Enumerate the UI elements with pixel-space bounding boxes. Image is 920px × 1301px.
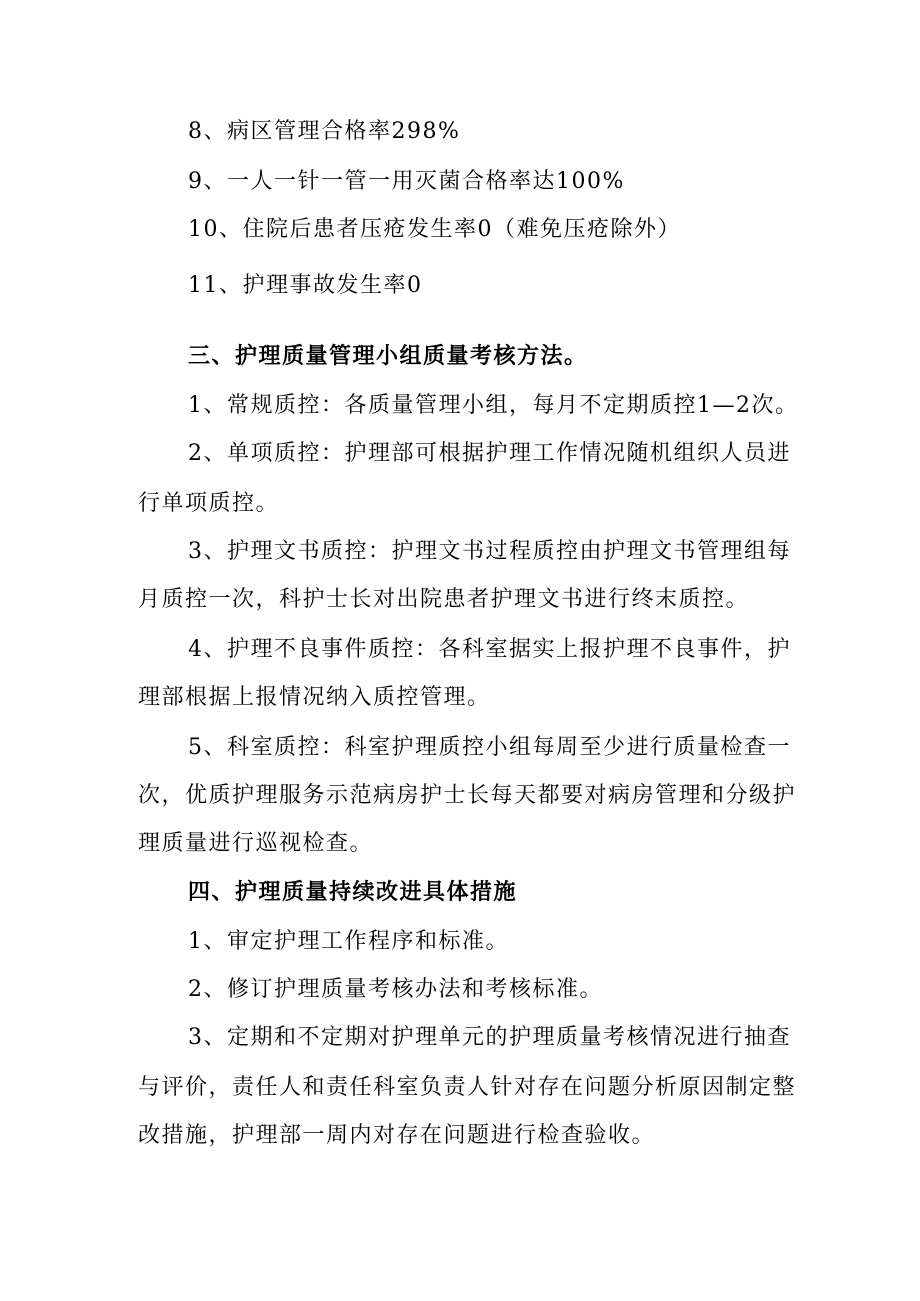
- list-item: 9、一人一针一管一用灭菌合格率达100%: [188, 169, 625, 194]
- list-item: 10、住院后患者压疮发生率0（难免压疮除外）: [188, 217, 681, 242]
- paragraph-line: 4、护理不良事件质控：各科室据实上报护理不良事件，护: [188, 637, 791, 662]
- paragraph-line: 1、审定护理工作程序和标准。: [188, 929, 509, 954]
- paragraph-line: 理部根据上报情况纳入质控管理。: [138, 685, 491, 710]
- paragraph-line: 1、常规质控：各质量管理小组，每月不定期质控1—2次。: [188, 393, 799, 418]
- section-heading: 三、护理质量管理小组质量考核方法。: [188, 343, 588, 369]
- paragraph-line: 理质量进行巡视检查。: [138, 831, 374, 856]
- list-item: 11、护理事故发生率0: [188, 273, 423, 298]
- paragraph-line: 改措施，护理部一周内对存在问题进行检查验收。: [138, 1123, 656, 1148]
- paragraph-line: 3、定期和不定期对护理单元的护理质量考核情况进行抽查: [188, 1025, 791, 1050]
- section-heading: 四、护理质量持续改进具体措施: [188, 879, 518, 905]
- paragraph-line: 2、修订护理质量考核办法和考核标准。: [188, 977, 603, 1002]
- paragraph-line: 与评价，责任人和责任科室负责人针对存在问题分析原因制定整: [138, 1075, 797, 1100]
- paragraph-line: 行单项质控。: [138, 491, 280, 516]
- paragraph-line: 2、单项质控：护理部可根据护理工作情况随机组织人员进: [188, 441, 791, 466]
- paragraph-line: 3、护理文书质控：护理文书过程质控由护理文书管理组每: [188, 539, 791, 564]
- paragraph-line: 次，优质护理服务示范病房护士长每天都要对病房管理和分级护: [138, 783, 797, 808]
- paragraph-line: 5、科室质控：科室护理质控小组每周至少进行质量检查一: [188, 735, 791, 760]
- list-item: 8、病区管理合格率298%: [188, 119, 461, 144]
- paragraph-line: 月质控一次，科护士长对出院患者护理文书进行终末质控。: [138, 587, 750, 612]
